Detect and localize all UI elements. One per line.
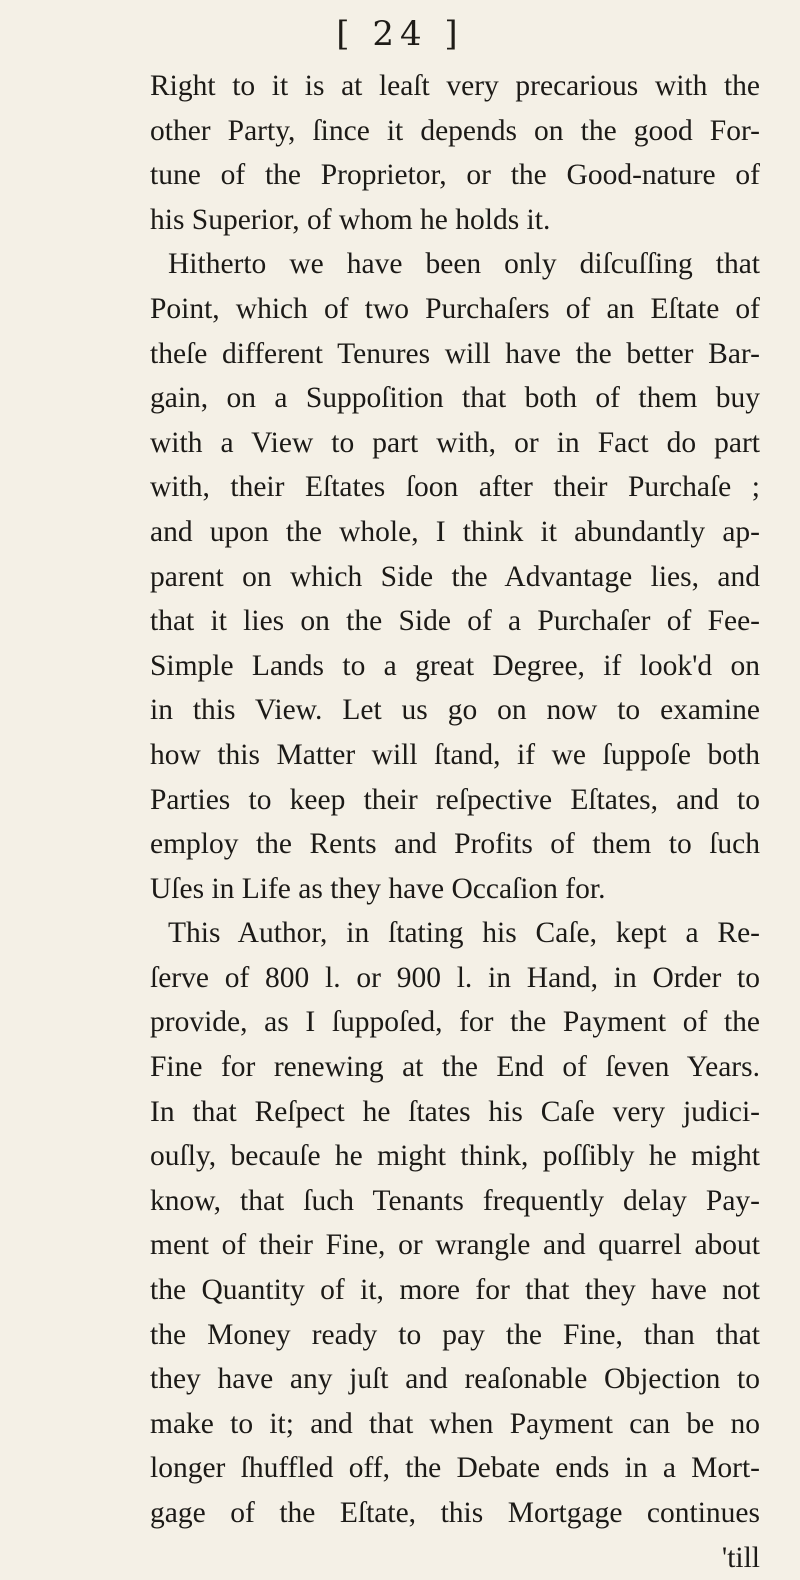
body-text xyxy=(150,64,760,1580)
text-line: Fine for renewing at the End of ſeven Years. xyxy=(150,1051,760,1084)
text-line: that it lies on the Side of a Purchaſer of Fee- xyxy=(150,605,760,638)
catchword: 'till xyxy=(721,1541,760,1574)
text-line: gain, on a Suppoſition that both of them buy xyxy=(150,382,760,415)
text-line: with, their Eſtates ſoon after their Purchaſe ; xyxy=(150,471,760,504)
text-line: the Quantity of it, more for that they have not xyxy=(150,1274,760,1307)
text-line: in this View. Let us go on now to examine xyxy=(150,694,760,727)
text-line: gage of the Eſtate, this Mortgage continues xyxy=(150,1497,760,1529)
text-line: and upon the whole, I think it abundantly ap- xyxy=(150,515,760,548)
text-line: This Author, in ſtating his Caſe, kept a Re- xyxy=(168,917,760,950)
text-line: Simple Lands to a great Degree, if look'd on xyxy=(150,649,760,682)
text-line: Right to it is at leaſt very precarious with the xyxy=(150,70,760,102)
text-line: Hitherto we have been only diſcuſſing that xyxy=(168,248,760,281)
text-line: the Money ready to pay the Fine, than that xyxy=(150,1318,760,1351)
text-line: longer ſhuffled off, the Debate ends in a Mort- xyxy=(150,1452,760,1485)
text-line: with a View to part with, or in Fact do part xyxy=(150,426,760,459)
text-line: tune of the Proprietor, or the Good-nature of xyxy=(150,159,760,192)
text-line: ſerve of 800 l. or 900 l. in Hand, in Order to xyxy=(150,961,760,994)
text-line: ouſly, becauſe he might think, poſſibly he might xyxy=(150,1140,760,1173)
text-line: Uſes in Life as they have Occaſion for. xyxy=(150,872,606,905)
text-line: theſe different Tenures will have the better Bar- xyxy=(150,337,760,370)
page-number: [ 24 ] xyxy=(336,14,464,54)
text-line: know, that ſuch Tenants frequently delay Pay- xyxy=(150,1184,760,1217)
text-line: ment of their Fine, or wrangle and quarrel about xyxy=(150,1229,760,1262)
text-line: In that Reſpect he ſtates his Caſe very judici- xyxy=(150,1095,760,1128)
text-line: they have any juſt and reaſonable Objection to xyxy=(150,1363,760,1396)
text-line: make to it; and that when Payment can be no xyxy=(150,1407,760,1440)
text-line: how this Matter will ſtand, if we ſuppoſe both xyxy=(150,738,760,771)
text-line: other Party, ſince it depends on the good For- xyxy=(150,114,760,147)
text-line: his Superior, of whom he holds it. xyxy=(150,203,551,236)
text-line: provide, as I ſuppoſed, for the Payment of the xyxy=(150,1006,760,1039)
text-line: parent on which Side the Advantage lies, and xyxy=(150,560,760,593)
text-line: employ the Rents and Profits of them to ſuch xyxy=(150,828,760,861)
text-line: Parties to keep their reſpective Eſtates, and to xyxy=(150,783,760,816)
text-line: Point, which of two Purchaſers of an Eſtate of xyxy=(150,292,760,325)
